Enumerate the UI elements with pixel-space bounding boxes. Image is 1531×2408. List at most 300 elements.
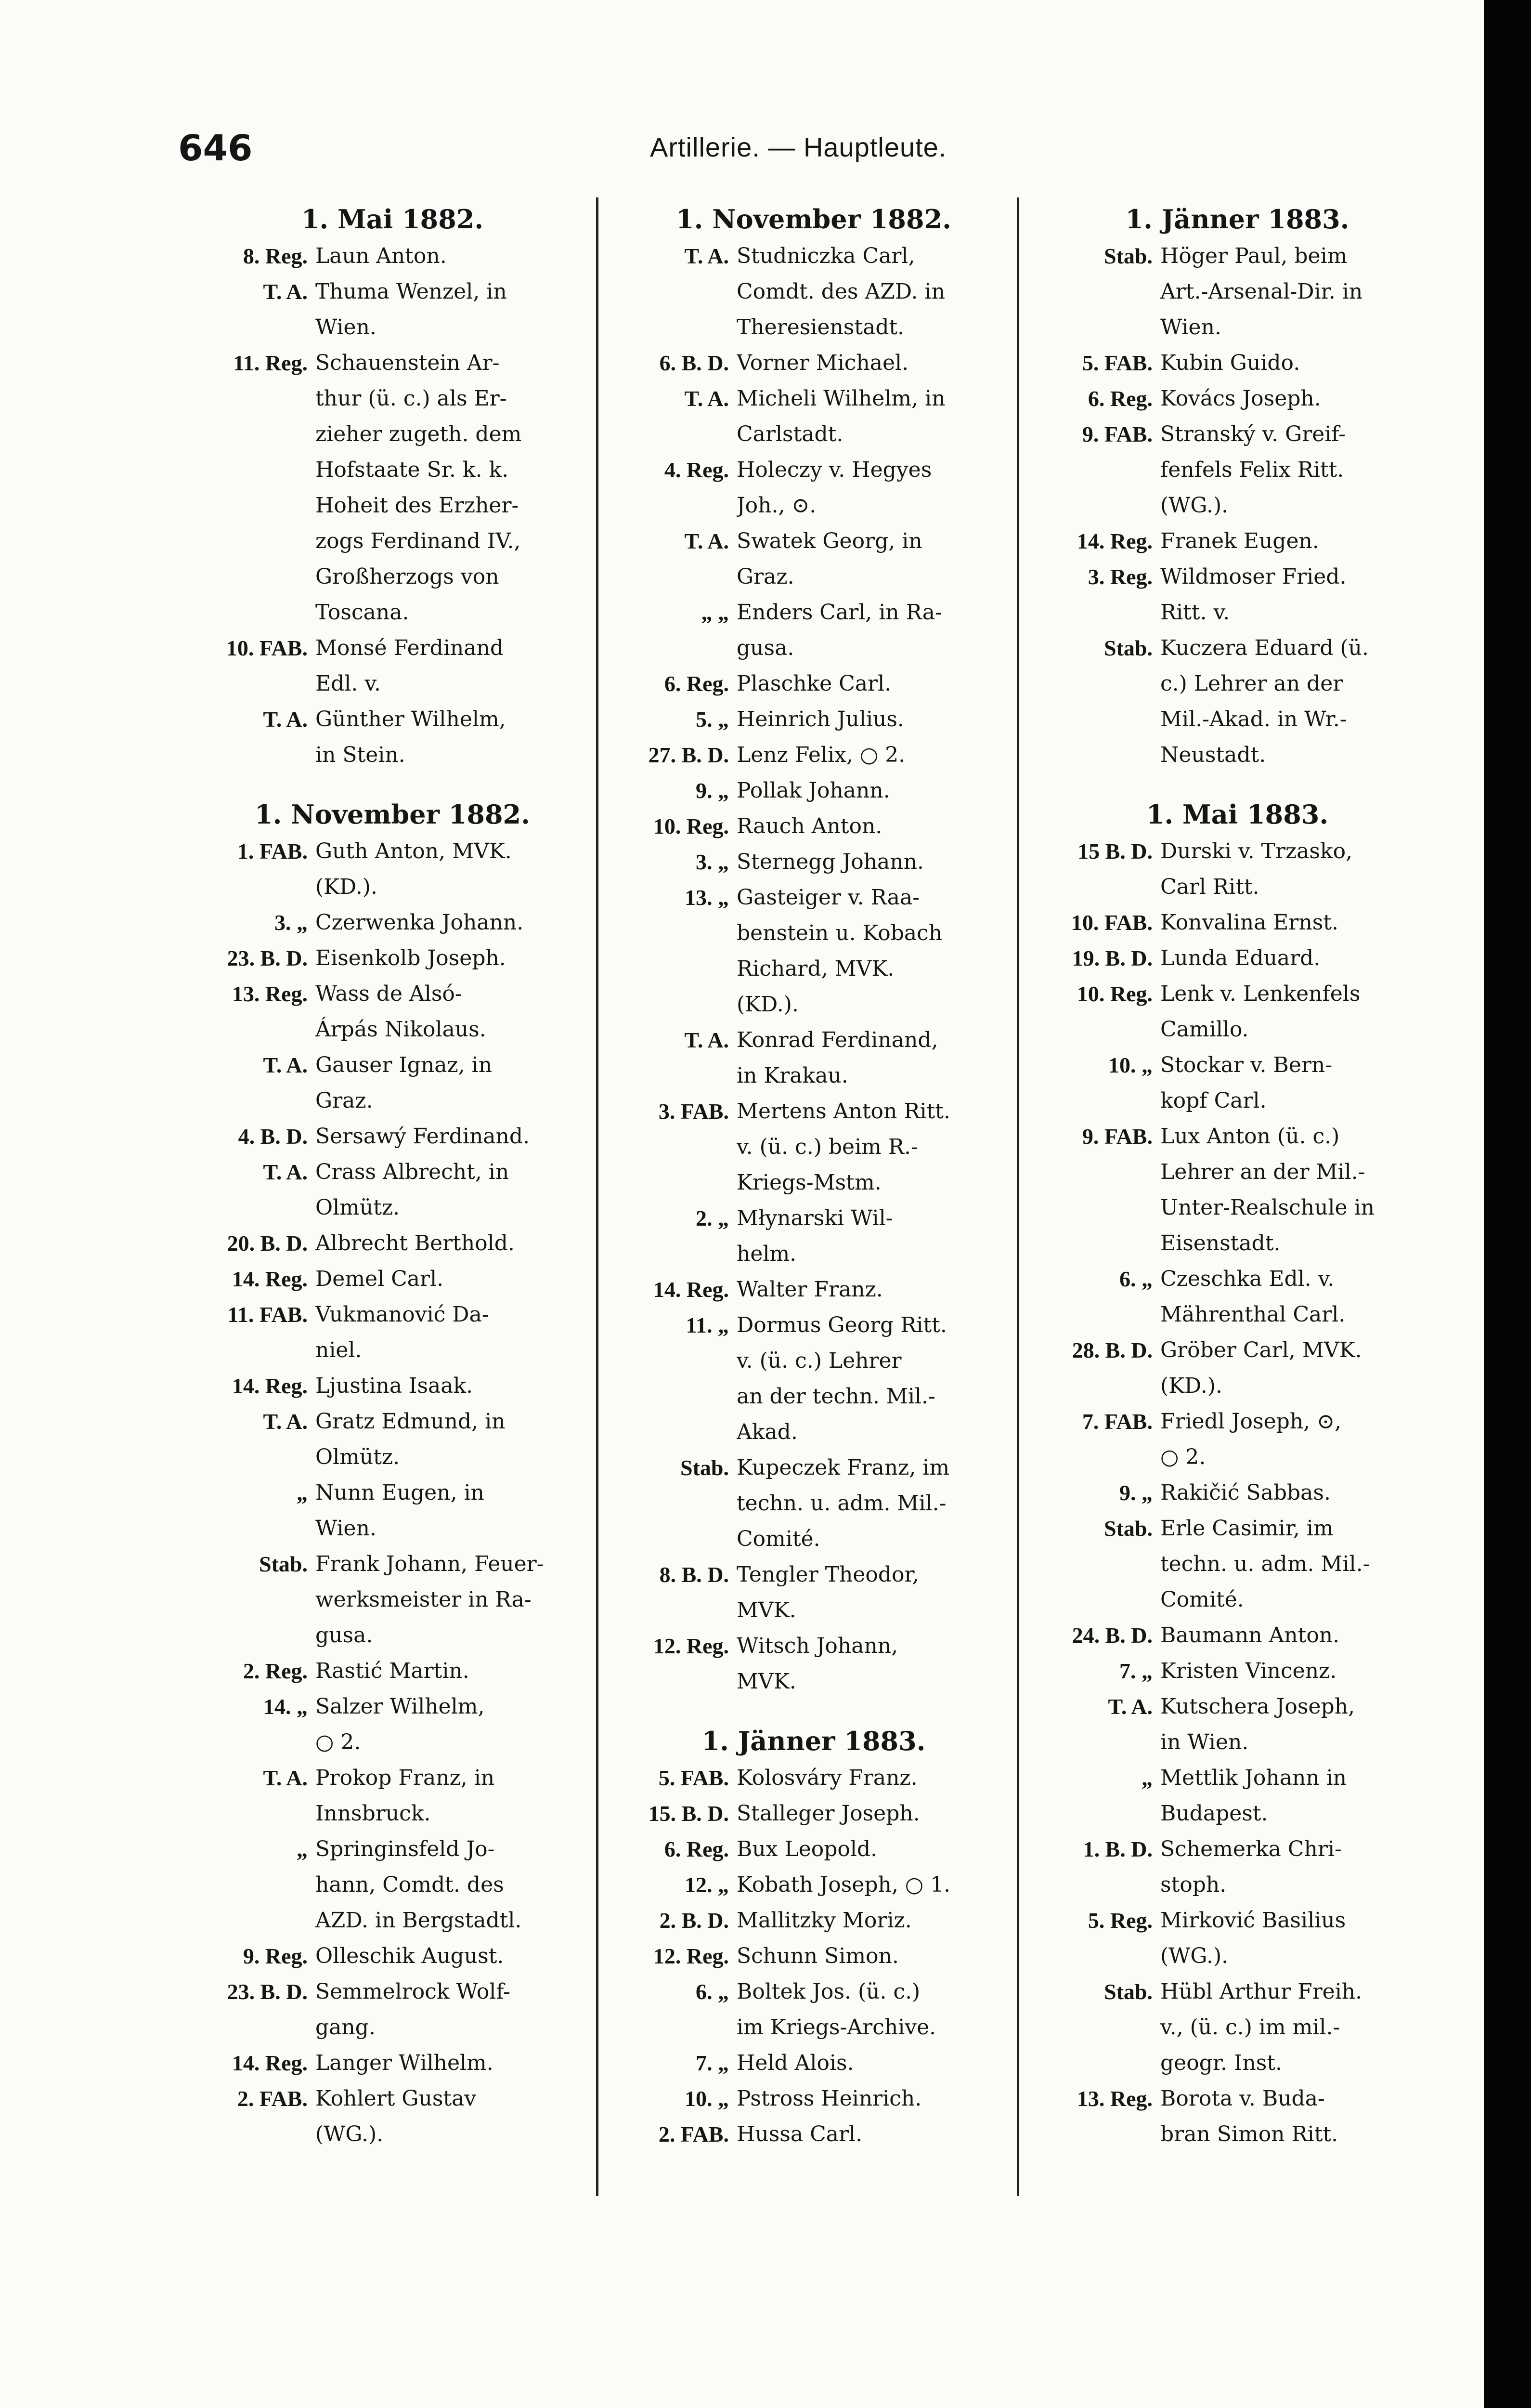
section-heading: 1. November 1882.: [255, 799, 530, 830]
entry-unit-label: 14. Reg.: [232, 2051, 308, 2075]
roster-entry: [614, 702, 1013, 737]
roster-entry: [1038, 905, 1437, 941]
roster-entry: [614, 1022, 1013, 1094]
entry-line: (KD.).: [315, 875, 377, 899]
entry-line: Rauch Anton.: [737, 814, 882, 838]
entry-line: Stranský v. Greif-: [1160, 422, 1346, 446]
entry-unit-label: 9. „: [696, 778, 729, 803]
entry-unit-label: 3. „: [274, 910, 308, 935]
column-rule: [596, 197, 598, 2196]
entry-line: Semmelrock Wolf-: [315, 1979, 510, 2004]
entry-line: Nunn Eugen, in: [315, 1480, 484, 1505]
entry-line: Gratz Edmund, in: [315, 1409, 506, 1434]
entry-line: Heinrich Julius.: [737, 707, 904, 732]
roster-entry: [614, 1272, 1013, 1308]
entry-text: [737, 844, 1013, 880]
roster-entry: [193, 1261, 592, 1297]
entry-text: [1160, 1511, 1437, 1618]
entry-line: Erle Casimir, im: [1160, 1516, 1334, 1541]
entry-line: Graz.: [737, 564, 794, 589]
entry-text: [737, 1867, 1013, 1903]
entry-line: Franek Eugen.: [1160, 529, 1319, 553]
entry-line: Mettlik Johann in: [1160, 1766, 1347, 1790]
roster-entry: [614, 1094, 1013, 1201]
entry-line: (KD.).: [737, 992, 799, 1017]
entry-line: Budapest.: [1160, 1801, 1268, 1826]
entry-unit-label: 11. „: [686, 1313, 729, 1337]
entry-line: Tengler Theodor,: [737, 1562, 919, 1587]
roster-entry: [614, 1796, 1013, 1832]
entry-line: Gasteiger v. Raa-: [737, 885, 920, 910]
entry-line: Mährenthal Carl.: [1160, 1302, 1346, 1327]
entry-unit-label: 10. Reg.: [653, 814, 729, 838]
entry-unit-label: T. A.: [263, 1766, 308, 1790]
section-heading: 1. Mai 1882.: [301, 204, 484, 235]
entry-line: Boltek Jos. (ü. c.): [737, 1979, 921, 2004]
entry-line: Comité.: [737, 1527, 820, 1551]
roster-entry: [1038, 834, 1437, 905]
scan-border: [1484, 0, 1531, 2408]
entry-line: im Kriegs-Archive.: [737, 2015, 936, 2040]
roster-entry: [614, 2117, 1013, 2152]
roster-entry: [193, 1546, 592, 1653]
entry-line: Młynarski Wil-: [737, 1206, 893, 1230]
entry-text: [1160, 1261, 1437, 1333]
entry-line: Rastić Martin.: [315, 1659, 469, 1683]
entry-unit-label: 6. Reg.: [664, 1837, 729, 1861]
entry-unit-label: 8. B. D.: [659, 1562, 729, 1587]
entry-unit-label: 9. FAB.: [1082, 422, 1153, 446]
entry-text: [1160, 1974, 1437, 2081]
entry-unit-label: 23. B. D.: [227, 1979, 308, 2004]
roster-entry: [193, 1653, 592, 1689]
entry-line: Carl Ritt.: [1160, 875, 1259, 899]
entry-unit-label: T. A.: [1108, 1694, 1153, 1719]
entry-text: [737, 702, 1013, 737]
roster-entry: [1038, 1475, 1437, 1511]
entry-line: Theresienstadt.: [737, 315, 905, 340]
entry-line: Ljustina Isaak.: [315, 1374, 473, 1398]
roster-entry: [614, 773, 1013, 809]
entry-unit-label: 3. Reg.: [1088, 564, 1153, 589]
entry-unit-label: 13. „: [685, 885, 729, 910]
entry-unit-label: Stab.: [1104, 244, 1153, 268]
entry-line: Rakičić Sabbas.: [1160, 1480, 1331, 1505]
roster-entry: [614, 737, 1013, 773]
entry-text: [1160, 1047, 1437, 1119]
entry-line: niel.: [315, 1338, 362, 1362]
roster-entry: [193, 2045, 592, 2081]
entry-line: MVK.: [737, 1598, 796, 1623]
entry-unit-label: 14. Reg.: [232, 1267, 308, 1291]
entry-text: [315, 1546, 592, 1653]
entry-text: [1160, 1618, 1437, 1653]
entry-unit-label: 13. Reg.: [232, 982, 308, 1006]
entry-line: in Wien.: [1160, 1730, 1249, 1754]
roster-entry: [614, 595, 1013, 666]
section-heading: 1. Jänner 1883.: [1125, 204, 1349, 235]
entry-line: Plaschke Carl.: [737, 671, 892, 696]
entry-unit-label: 24. B. D.: [1072, 1623, 1153, 1648]
entry-line: Hübl Arthur Freih.: [1160, 1979, 1362, 2004]
entry-text: [315, 1404, 592, 1475]
entry-text: [737, 1832, 1013, 1867]
entry-text: [315, 1974, 592, 2045]
roster-entry: [193, 274, 592, 345]
entry-line: Konrad Ferdinand,: [737, 1028, 938, 1052]
entry-line: ○ 2.: [315, 1730, 361, 1754]
entry-line: Czerwenka Johann.: [315, 910, 524, 935]
entry-unit-label: „: [1142, 1766, 1153, 1790]
entry-unit-label: Stab.: [680, 1455, 729, 1480]
roster-entry: [614, 844, 1013, 880]
entry-text: [315, 1368, 592, 1404]
entry-unit-label: T. A.: [263, 1160, 308, 1184]
roster-entry: [614, 2045, 1013, 2081]
entry-line: Kohlert Gustav: [315, 2086, 477, 2111]
entry-line: Kobath Joseph, ○ 1.: [737, 1872, 951, 1897]
entry-line: gusa.: [737, 636, 794, 660]
entry-line: Carlstadt.: [737, 422, 843, 446]
entry-unit-label: 14. Reg.: [653, 1277, 729, 1302]
entry-unit-label: „: [297, 1837, 308, 1861]
roster-entry: [614, 523, 1013, 595]
entry-unit-label: 5. „: [696, 707, 729, 732]
entry-line: Prokop Franz, in: [315, 1766, 495, 1790]
roster-entry: [1038, 941, 1437, 976]
entry-line: benstein u. Kobach: [737, 921, 943, 945]
roster-entry: [614, 345, 1013, 381]
entry-line: Mirković Basilius: [1160, 1908, 1346, 1933]
entry-line: Gröber Carl, MVK.: [1160, 1338, 1362, 1362]
entry-line: v. (ü. c.) beim R.-: [737, 1135, 918, 1159]
entry-text: [1160, 417, 1437, 523]
entry-line: Edl. v.: [315, 671, 381, 696]
roster-entry: [193, 941, 592, 976]
roster-entry: [193, 1974, 592, 2045]
entry-text: [1160, 1689, 1437, 1760]
roster-entry: [614, 238, 1013, 345]
entry-line: Walter Franz.: [737, 1277, 883, 1302]
entry-line: Hoheit des Erzher-: [315, 493, 519, 518]
entry-text: [315, 630, 592, 702]
entry-line: in Stein.: [315, 743, 405, 767]
entry-line: zieher zugeth. dem: [315, 422, 522, 446]
entry-line: Toscana.: [315, 600, 409, 625]
entry-text: [1160, 345, 1437, 381]
entry-line: Vukmanović Da-: [315, 1302, 489, 1327]
roster-entry: [614, 1308, 1013, 1450]
roster-entry: [193, 630, 592, 702]
entry-line: werksmeister in Ra-: [315, 1587, 532, 1612]
entry-text: [315, 1047, 592, 1119]
entry-unit-label: 5. Reg.: [1088, 1908, 1153, 1933]
entry-text: [315, 1226, 592, 1261]
entry-line: Konvalina Ernst.: [1160, 910, 1339, 935]
entry-unit-label: 11. FAB.: [227, 1302, 308, 1327]
entry-text: [737, 1201, 1013, 1272]
roster-entry: [193, 1689, 592, 1760]
entry-line: Kolosváry Franz.: [737, 1766, 918, 1790]
entry-line: Kristen Vincenz.: [1160, 1659, 1337, 1683]
entry-line: Schunn Simon.: [737, 1944, 899, 1968]
entry-unit-label: 10. FAB.: [226, 636, 308, 660]
entry-text: [315, 1760, 592, 1832]
entry-line: techn. u. adm. Mil.-: [1160, 1552, 1370, 1576]
entry-line: Olmütz.: [315, 1195, 400, 1220]
roster-entry: [614, 1903, 1013, 1938]
entry-line: Micheli Wilhelm, in: [737, 386, 946, 411]
roster-entry: [1038, 345, 1437, 381]
entry-text: [1160, 976, 1437, 1047]
roster-entry: [1038, 630, 1437, 773]
entry-text: [1160, 1475, 1437, 1511]
entry-unit-label: 9. FAB.: [1082, 1124, 1153, 1149]
roster-entry: [1038, 1404, 1437, 1475]
entry-line: Olmütz.: [315, 1445, 400, 1469]
entry-unit-label: 4. Reg.: [664, 458, 729, 482]
entry-unit-label: „: [297, 1480, 308, 1505]
entry-unit-label: 2. Reg.: [243, 1659, 308, 1683]
entry-line: (KD.).: [1160, 1374, 1222, 1398]
entry-unit-label: 14. Reg.: [232, 1374, 308, 1398]
entry-unit-label: 4. B. D.: [238, 1124, 308, 1149]
entry-unit-label: 2. FAB.: [658, 2122, 729, 2146]
roster-entry: [1038, 976, 1437, 1047]
entry-text: [315, 1689, 592, 1760]
entry-line: helm.: [737, 1242, 797, 1266]
entry-unit-label: 5. FAB.: [1082, 351, 1153, 375]
entry-line: Lenk v. Lenkenfels: [1160, 982, 1361, 1006]
entry-line: Wien.: [315, 1516, 376, 1541]
entry-text: [737, 1272, 1013, 1308]
entry-line: Árpás Nikolaus.: [315, 1017, 486, 1042]
entry-line: Lunda Eduard.: [1160, 946, 1321, 970]
entry-line: Art.-Arsenal-Dir. in: [1160, 279, 1363, 304]
entry-line: Olleschik August.: [315, 1944, 504, 1968]
roster-entry: [614, 2081, 1013, 2117]
roster-entry: [614, 1974, 1013, 2045]
entry-text: [737, 1094, 1013, 1201]
entry-line: Mil.-Akad. in Wr.-: [1160, 707, 1347, 732]
entry-text: [315, 345, 592, 630]
entry-text: [315, 1261, 592, 1297]
entry-line: Frank Johann, Feuer-: [315, 1552, 544, 1576]
entry-line: Bux Leopold.: [737, 1837, 878, 1861]
entry-line: gusa.: [315, 1623, 373, 1648]
entry-line: Stalleger Joseph.: [737, 1801, 920, 1826]
entry-line: Eisenstadt.: [1160, 1231, 1281, 1256]
entry-line: Hofstaate Sr. k. k.: [315, 458, 509, 482]
entry-unit-label: 12. „: [685, 1872, 729, 1897]
entry-unit-label: 19. B. D.: [1072, 946, 1153, 970]
entry-line: v. (ü. c.) Lehrer: [737, 1348, 902, 1373]
entry-text: [315, 834, 592, 905]
entry-text: [1160, 1333, 1437, 1404]
roster-entry: [193, 1119, 592, 1154]
entry-unit-label: 7. „: [1119, 1659, 1153, 1683]
entry-line: Friedl Joseph, ⊙,: [1160, 1409, 1341, 1434]
roster-entry: [614, 1557, 1013, 1628]
roster-entry: [193, 1832, 592, 1938]
entry-line: Joh., ⊙.: [737, 493, 817, 518]
entry-line: Borota v. Buda-: [1160, 2086, 1325, 2111]
entry-line: Held Alois.: [737, 2051, 854, 2075]
roster-entry: [1038, 381, 1437, 417]
entry-unit-label: 12. Reg.: [653, 1944, 729, 1968]
roster-entry: [614, 1867, 1013, 1903]
roster-entry: [193, 702, 592, 773]
entry-line: Kutschera Joseph,: [1160, 1694, 1355, 1719]
entry-line: Unter-Realschule in: [1160, 1195, 1375, 1220]
entry-unit-label: T. A.: [684, 386, 729, 411]
entry-text: [1160, 1404, 1437, 1475]
entry-unit-label: 10. Reg.: [1077, 982, 1153, 1006]
section-heading: 1. November 1882.: [676, 204, 951, 235]
column-rule: [1017, 197, 1019, 2196]
roster-entry: [1038, 1832, 1437, 1903]
entry-unit-label: 5. FAB.: [658, 1766, 729, 1790]
entry-line: Comdt. des AZD. in: [737, 279, 945, 304]
entry-unit-label: 10. „: [685, 2086, 729, 2111]
entry-line: Kupeczek Franz, im: [737, 1455, 950, 1480]
entry-text: [1160, 381, 1437, 417]
roster-entry: [1038, 1760, 1437, 1832]
entry-line: Pstross Heinrich.: [737, 2086, 922, 2111]
roster-entry: [1038, 523, 1437, 559]
entry-line: Langer Wilhelm.: [315, 2051, 493, 2075]
entry-line: Mallitzky Moriz.: [737, 1908, 912, 1933]
roster-entry: [614, 880, 1013, 1022]
entry-line: bran Simon Ritt.: [1160, 2122, 1338, 2146]
entry-line: (WG.).: [1160, 493, 1229, 518]
entry-unit-label: T. A.: [684, 244, 729, 268]
entry-line: c.) Lehrer an der: [1160, 671, 1343, 696]
entry-unit-label: 10. „: [1108, 1053, 1153, 1077]
entry-text: [315, 905, 592, 941]
entry-text: [737, 2117, 1013, 2152]
entry-line: in Krakau.: [737, 1063, 848, 1088]
entry-line: Graz.: [315, 1088, 373, 1113]
roster-entry: [614, 1201, 1013, 1272]
roster-entry: [1038, 2081, 1437, 2152]
roster-entry: [1038, 559, 1437, 630]
entry-text: [737, 452, 1013, 523]
entry-unit-label: 27. B. D.: [648, 743, 729, 767]
entry-text: [737, 666, 1013, 702]
roster-entry: [193, 1368, 592, 1404]
roster-entry: [193, 1047, 592, 1119]
entry-unit-label: 23. B. D.: [227, 946, 308, 970]
entry-line: Wien.: [1160, 315, 1221, 340]
entry-line: Demel Carl.: [315, 1267, 444, 1291]
entry-text: [315, 1297, 592, 1368]
entry-line: Pollak Johann.: [737, 778, 890, 803]
entry-text: [315, 1832, 592, 1938]
section-heading: 1. Jänner 1883.: [701, 1726, 926, 1756]
entry-line: Enders Carl, in Ra-: [737, 600, 942, 625]
roster-entry: [614, 1450, 1013, 1557]
entry-line: v., (ü. c.) im mil.-: [1160, 2015, 1340, 2040]
entry-text: [1160, 905, 1437, 941]
roster-entry: [1038, 1047, 1437, 1119]
entry-unit-label: 14. „: [263, 1694, 308, 1719]
entry-unit-label: 9. Reg.: [243, 1944, 308, 1968]
entry-text: [1160, 630, 1437, 773]
roster-entry: [614, 1628, 1013, 1700]
entry-text: [1160, 559, 1437, 630]
entry-text: [737, 880, 1013, 1022]
roster-entry: [193, 834, 592, 905]
entry-unit-label: 11. Reg.: [233, 351, 308, 375]
roster-entry: [193, 238, 592, 274]
entry-line: Kovács Joseph.: [1160, 386, 1321, 411]
entry-unit-label: 14. Reg.: [1077, 529, 1153, 553]
roster-entry: [193, 1297, 592, 1368]
entry-unit-label: 1. FAB.: [237, 839, 308, 864]
entry-text: [315, 2081, 592, 2152]
entry-unit-label: Stab.: [1104, 636, 1153, 660]
entry-line: Comité.: [1160, 1587, 1244, 1612]
entry-line: Innsbruck.: [315, 1801, 431, 1826]
entry-line: Neustadt.: [1160, 743, 1266, 767]
entry-unit-label: 28. B. D.: [1072, 1338, 1153, 1362]
entry-unit-label: T. A.: [263, 1409, 308, 1434]
entry-text: [1160, 1119, 1437, 1261]
entry-line: Stockar v. Bern-: [1160, 1053, 1333, 1077]
column-2: [614, 200, 1013, 2223]
entry-unit-label: 20. B. D.: [227, 1231, 308, 1256]
entry-text: [737, 2081, 1013, 2117]
entry-text: [1160, 2081, 1437, 2152]
entry-text: [315, 1475, 592, 1546]
roster-entry: [614, 666, 1013, 702]
roster-entry: [1038, 1119, 1437, 1261]
entry-unit-label: T. A.: [263, 1053, 308, 1077]
entry-line: Sternegg Johann.: [737, 850, 924, 874]
roster-entry: [193, 976, 592, 1047]
entry-text: [315, 1154, 592, 1226]
entry-line: Camillo.: [1160, 1017, 1249, 1042]
roster-entry: [193, 1404, 592, 1475]
roster-entry: [193, 2081, 592, 2152]
entry-line: Czeschka Edl. v.: [1160, 1267, 1335, 1291]
roster-entry: [614, 1760, 1013, 1796]
entry-text: [737, 1796, 1013, 1832]
entry-unit-label: 13. Reg.: [1077, 2086, 1153, 2111]
entry-line: Höger Paul, beim: [1160, 244, 1348, 268]
entry-line: Akad.: [737, 1420, 798, 1444]
entry-text: [1160, 1832, 1437, 1903]
page-header: [178, 128, 1454, 181]
entry-line: Wien.: [315, 315, 376, 340]
entry-line: (WG.).: [315, 2122, 384, 2146]
entry-text: [315, 1119, 592, 1154]
roster-entry: [1038, 1903, 1437, 1974]
entry-line: an der techn. Mil.-: [737, 1384, 935, 1409]
entry-unit-label: Stab.: [1104, 1979, 1153, 2004]
entry-text: [737, 1760, 1013, 1796]
roster-entry: [1038, 1653, 1437, 1689]
entry-line: ○ 2.: [1160, 1445, 1206, 1469]
entry-line: Laun Anton.: [315, 244, 447, 268]
entry-unit-label: T. A.: [684, 529, 729, 553]
entry-text: [315, 274, 592, 345]
entry-line: Durski v. Trzasko,: [1160, 839, 1353, 864]
roster-entry: [1038, 238, 1437, 345]
entry-unit-label: 2. FAB.: [237, 2086, 308, 2111]
entry-unit-label: 3. FAB.: [658, 1099, 729, 1124]
